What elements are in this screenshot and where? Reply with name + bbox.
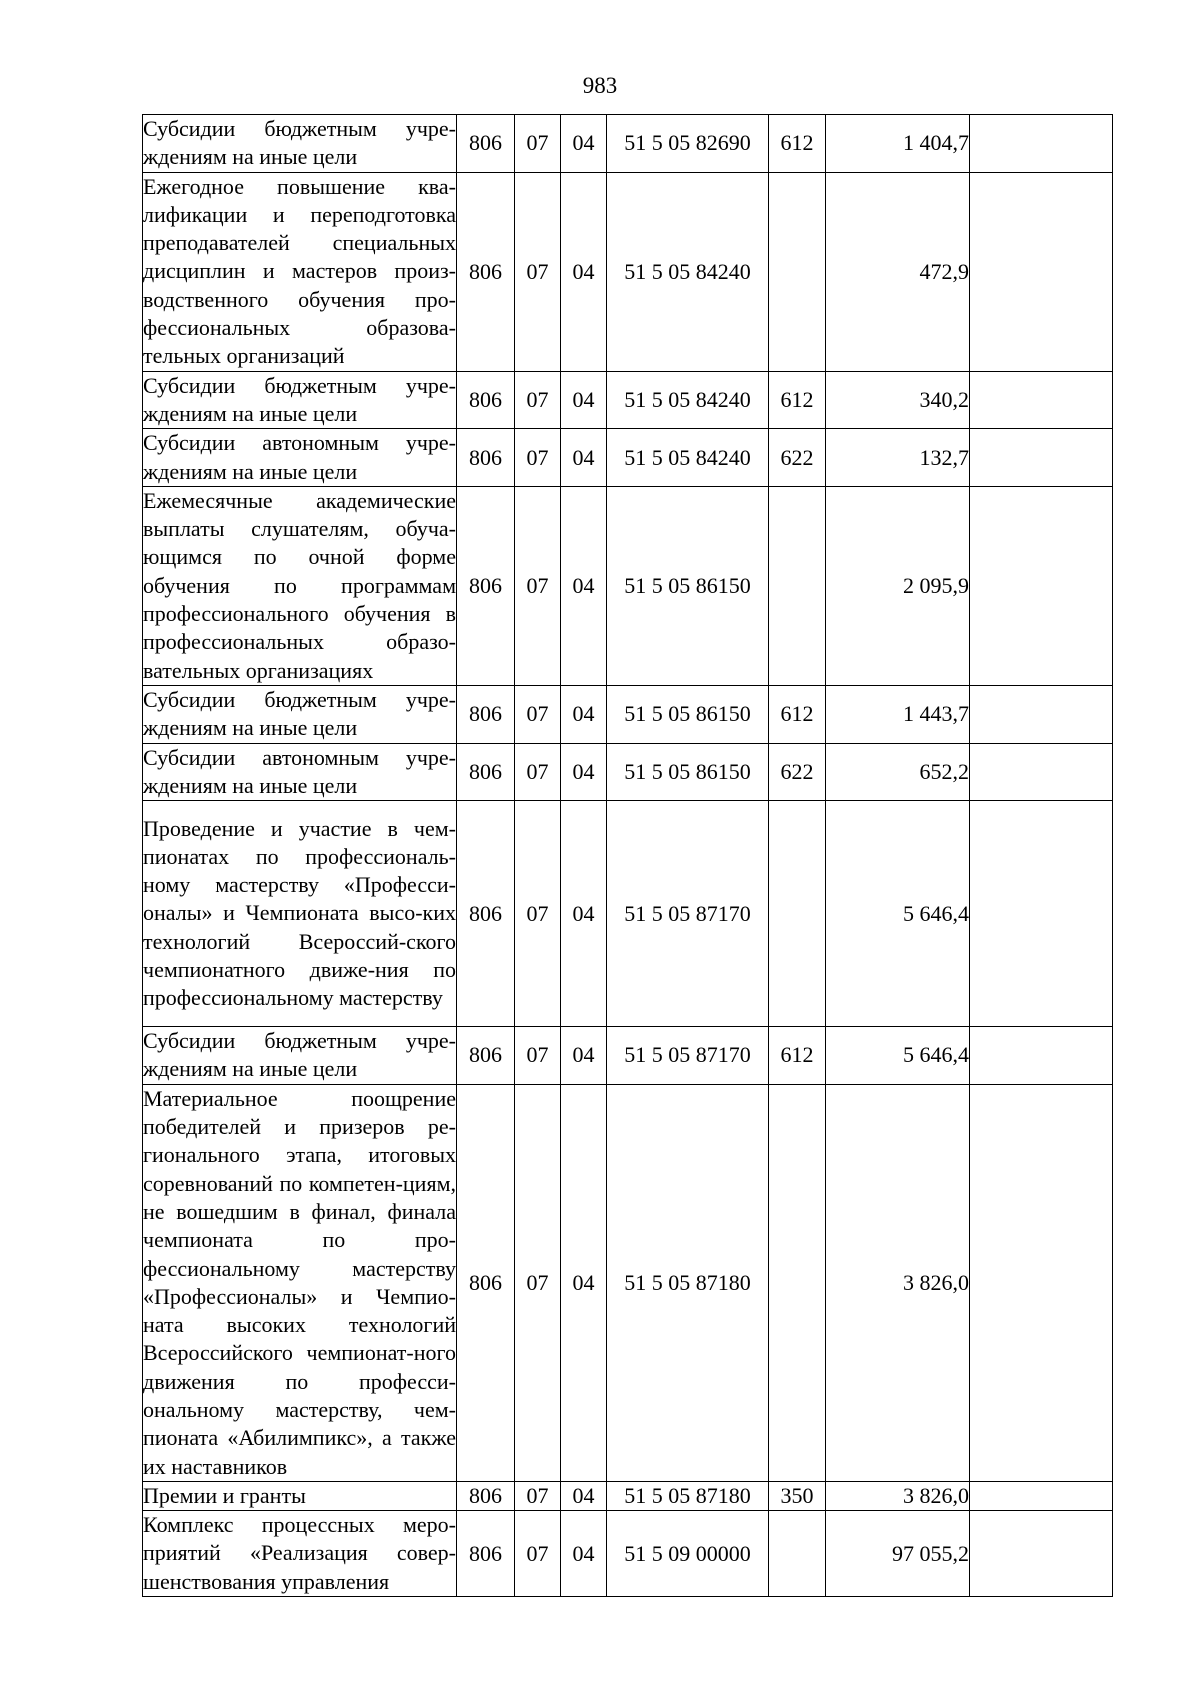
row-name: Субсидии бюджетным учре-ждениям на иные цели <box>143 115 457 173</box>
row-pr: 04 <box>561 429 607 487</box>
table-row <box>143 685 1113 743</box>
table-row <box>143 1511 1113 1597</box>
row-extra <box>970 172 1113 371</box>
row-rz: 07 <box>515 743 561 801</box>
table-row <box>143 172 1113 371</box>
row-rz: 07 <box>515 486 561 685</box>
row-rz: 07 <box>515 429 561 487</box>
row-name: Субсидии бюджетным учре-ждениям на иные цели <box>143 371 457 429</box>
row-name: Ежемесячные академические выплаты слушателям, обуча-ющимся по очной форме обучения по программам профессионального обучения в профессиональных образо-вательных организациях <box>143 486 457 685</box>
row-extra <box>970 743 1113 801</box>
row-ved: 806 <box>457 1084 515 1481</box>
row-pr: 04 <box>561 1084 607 1481</box>
table-row <box>143 1084 1113 1481</box>
row-rz: 07 <box>515 172 561 371</box>
table-row <box>143 1481 1113 1510</box>
row-vr <box>769 172 826 371</box>
row-ved: 806 <box>457 1027 515 1085</box>
row-pr: 04 <box>561 743 607 801</box>
row-vr: 612 <box>769 1027 826 1085</box>
row-extra <box>970 1027 1113 1085</box>
row-name: Субсидии бюджетным учре-ждениям на иные цели <box>143 685 457 743</box>
row-csr: 51 5 05 82690 <box>607 115 769 173</box>
row-pr: 04 <box>561 371 607 429</box>
row-rz: 07 <box>515 1027 561 1085</box>
row-ved: 806 <box>457 429 515 487</box>
row-sum: 132,7 <box>826 429 970 487</box>
row-rz: 07 <box>515 685 561 743</box>
row-csr: 51 5 05 84240 <box>607 172 769 371</box>
row-name: Комплекс процессных меро-приятий «Реализация совер-шенствования управления <box>143 1511 457 1597</box>
row-extra <box>970 486 1113 685</box>
row-pr: 04 <box>561 1027 607 1085</box>
row-name: Проведение и участие в чем-пионатах по профессиональ-ному мастерству «Професси-оналы» и Чемпионата высо-ких технологий Всероссий-ского чемпионатного движе-ния по профессиональному мастерству <box>143 801 457 1027</box>
row-rz: 07 <box>515 1084 561 1481</box>
row-rz: 07 <box>515 1511 561 1597</box>
row-sum: 5 646,4 <box>826 1027 970 1085</box>
row-extra <box>970 371 1113 429</box>
row-pr: 04 <box>561 1481 607 1510</box>
row-sum: 472,9 <box>826 172 970 371</box>
row-csr: 51 5 05 84240 <box>607 371 769 429</box>
row-sum: 652,2 <box>826 743 970 801</box>
row-extra <box>970 685 1113 743</box>
row-extra <box>970 1084 1113 1481</box>
row-extra <box>970 429 1113 487</box>
row-csr: 51 5 09 00000 <box>607 1511 769 1597</box>
table-row <box>143 743 1113 801</box>
row-sum: 3 826,0 <box>826 1084 970 1481</box>
row-csr: 51 5 05 86150 <box>607 743 769 801</box>
row-name: Субсидии автономным учре-ждениям на иные цели <box>143 429 457 487</box>
row-sum: 340,2 <box>826 371 970 429</box>
budget-table <box>142 114 1113 1597</box>
page-number: 983 <box>582 73 618 98</box>
row-ved: 806 <box>457 172 515 371</box>
row-csr: 51 5 05 87170 <box>607 801 769 1027</box>
row-csr: 51 5 05 84240 <box>607 429 769 487</box>
table-row <box>143 429 1113 487</box>
row-vr: 622 <box>769 429 826 487</box>
row-extra <box>970 801 1113 1027</box>
row-pr: 04 <box>561 172 607 371</box>
row-vr <box>769 801 826 1027</box>
row-name: Субсидии автономным учре-ждениям на иные цели <box>143 743 457 801</box>
row-sum: 1 404,7 <box>826 115 970 173</box>
row-pr: 04 <box>561 1511 607 1597</box>
row-vr <box>769 486 826 685</box>
row-csr: 51 5 05 86150 <box>607 486 769 685</box>
row-pr: 04 <box>561 685 607 743</box>
row-ved: 806 <box>457 486 515 685</box>
row-ved: 806 <box>457 1511 515 1597</box>
row-name: Субсидии бюджетным учре-ждениям на иные цели <box>143 1027 457 1085</box>
row-extra <box>970 115 1113 173</box>
row-sum: 5 646,4 <box>826 801 970 1027</box>
row-ved: 806 <box>457 1481 515 1510</box>
table-row <box>143 801 1113 1027</box>
row-name: Премии и гранты <box>143 1481 457 1510</box>
row-csr: 51 5 05 87180 <box>607 1481 769 1510</box>
row-sum: 2 095,9 <box>826 486 970 685</box>
row-csr: 51 5 05 87170 <box>607 1027 769 1085</box>
row-ved: 806 <box>457 743 515 801</box>
row-vr: 612 <box>769 371 826 429</box>
row-rz: 07 <box>515 371 561 429</box>
row-vr: 622 <box>769 743 826 801</box>
table-row <box>143 1027 1113 1085</box>
row-rz: 07 <box>515 801 561 1027</box>
row-name: Материальное поощрение победителей и призеров ре-гионального этапа, итоговых соревнований по компетен-циям, не вошедшим в финал, финала чемпионата по про-фессиональному мастерству «Профессионалы» и Чемпио-ната высоких технологий Всероссийского чемпионат-ного движения по професси-ональному мастерству, чем-пионата «Абилимпикс», а также их наставников <box>143 1084 457 1481</box>
row-ved: 806 <box>457 115 515 173</box>
row-csr: 51 5 05 87180 <box>607 1084 769 1481</box>
row-name: Ежегодное повышение ква-лификации и переподготовка преподавателей специальных дисциплин и мастеров произ-водственного обучения про-фессиональных образова-тельных организаций <box>143 172 457 371</box>
row-rz: 07 <box>515 115 561 173</box>
row-pr: 04 <box>561 115 607 173</box>
row-extra <box>970 1511 1113 1597</box>
row-rz: 07 <box>515 1481 561 1510</box>
row-ved: 806 <box>457 685 515 743</box>
row-vr <box>769 1511 826 1597</box>
table-row <box>143 115 1113 173</box>
row-csr: 51 5 05 86150 <box>607 685 769 743</box>
row-vr: 350 <box>769 1481 826 1510</box>
row-vr: 612 <box>769 685 826 743</box>
table-row <box>143 371 1113 429</box>
row-sum: 3 826,0 <box>826 1481 970 1510</box>
row-ved: 806 <box>457 371 515 429</box>
row-sum: 1 443,7 <box>826 685 970 743</box>
row-pr: 04 <box>561 801 607 1027</box>
table-row <box>143 486 1113 685</box>
row-pr: 04 <box>561 486 607 685</box>
row-sum: 97 055,2 <box>826 1511 970 1597</box>
row-ved: 806 <box>457 801 515 1027</box>
row-extra <box>970 1481 1113 1510</box>
row-vr: 612 <box>769 115 826 173</box>
row-vr <box>769 1084 826 1481</box>
